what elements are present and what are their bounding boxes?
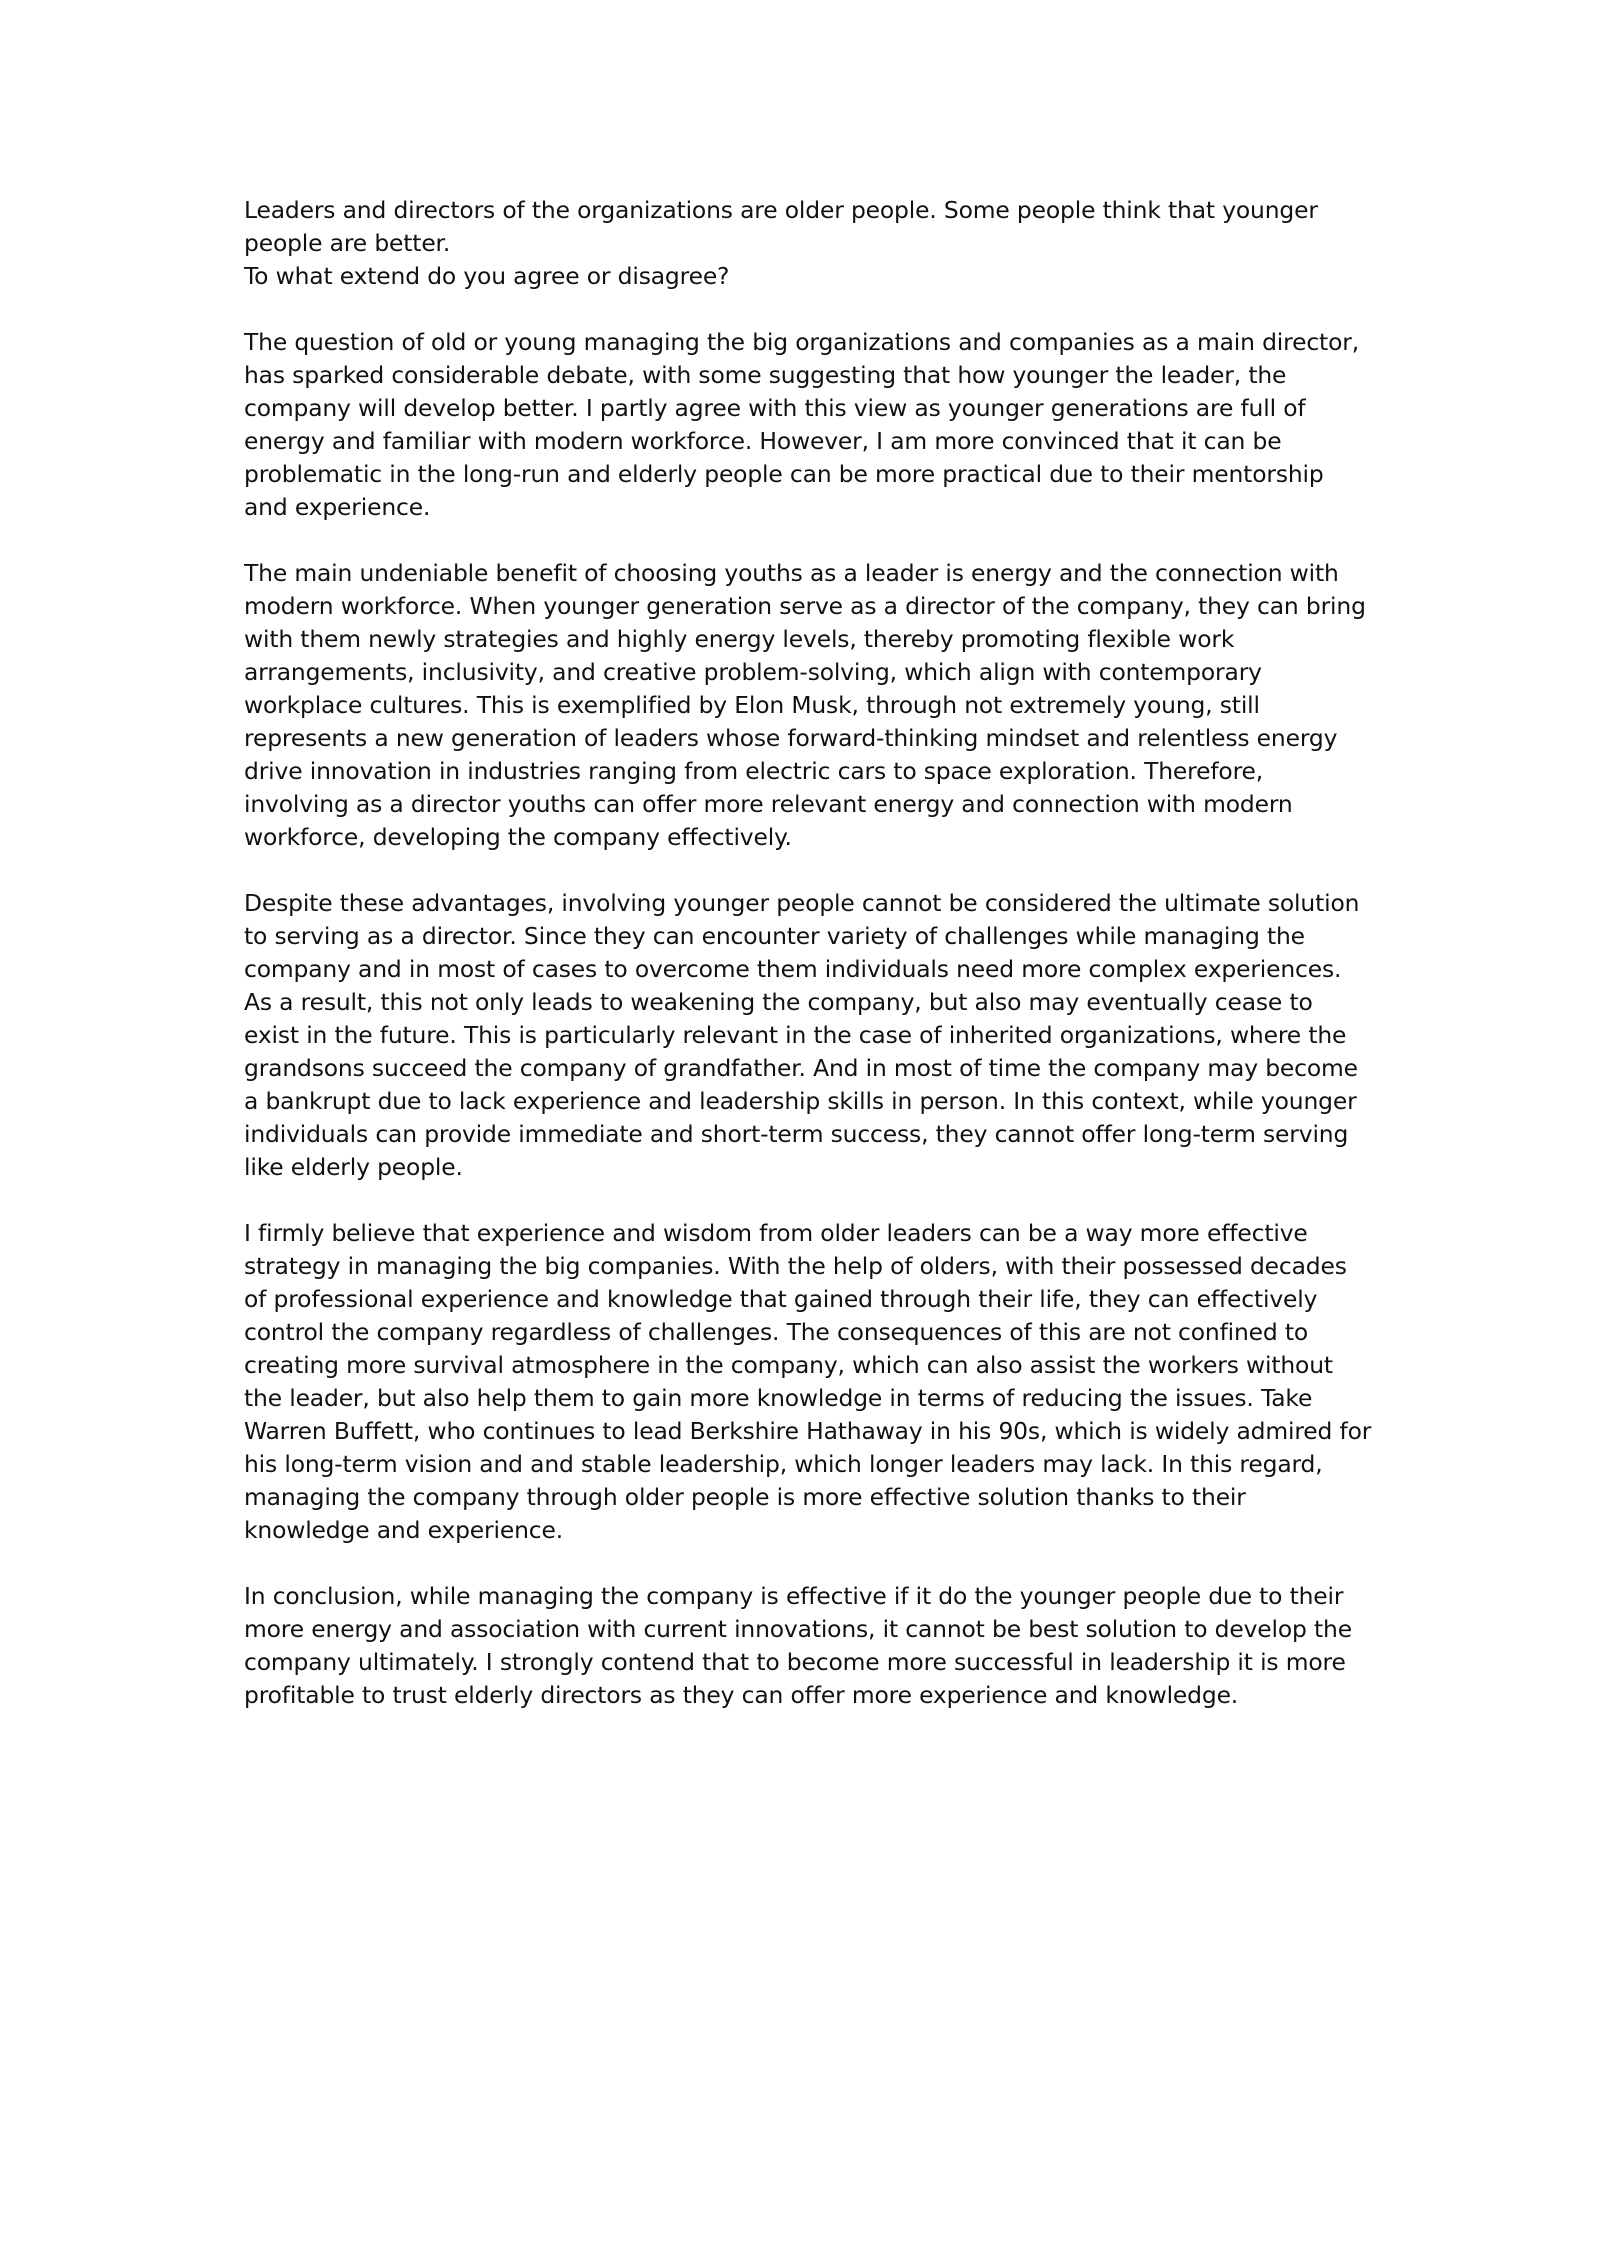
paragraph-introduction: The question of old or young managing the big organizations and companies as a main director, has sparked considerable debate, with some suggesting that how younger the leader, the company will develop better. I partly agree with this view as younger generations are full of energy and familiar with modern workforce. However, I am more convinced that it can be problematic in the long-run and elderly people can be more practical due to their mentorship and experience. xyxy=(244,328,1359,521)
paragraph-body-2: Despite these advantages, involving younger people cannot be considered the ultimate solution to serving as a director. Since they can encounter variety of challenges while managing the company and in most of cases to overcome them individuals need more complex experiences. As a result, this not only leads to weakening the company, but also may eventually cease to exist in the future. This is particularly relevant in the case of inherited organizations, where the grandsons succeed the company of grandfather. And in most of time the company may become a bankrupt due to lack experience and leadership skills in person. In this context, while younger individuals can provide immediate and short-term success, they cannot offer long-term serving like elderly people. xyxy=(244,889,1360,1181)
prompt-question: To what extend do you agree or disagree? xyxy=(244,262,730,290)
document-page xyxy=(244,194,1372,1712)
paragraph-body-1: The main undeniable benefit of choosing youths as a leader is energy and the connection with modern workforce. When younger generation serve as a director of the company, they can bring with them newly strategies and highly energy levels, thereby promoting flexible work arrangements, inclusivity, and creative problem-solving, which align with contemporary workplace cultures. This is exemplified by Elon Musk, through not extremely young, still represents a new generation of leaders whose forward-thinking mindset and relentless energy drive innovation in industries ranging from electric cars to space exploration. Therefore, involving as a director youths can offer more relevant energy and connection with modern workforce, developing the company effectively. xyxy=(244,559,1366,851)
prompt-statement: Leaders and directors of the organizations are older people. Some people think that younger people are better. xyxy=(244,196,1318,257)
paragraph-conclusion: In conclusion, while managing the company is effective if it do the younger people due to their more energy and association with current innovations, it cannot be best solution to develop the company ultimately. I strongly contend that to become more successful in leadership it is more profitable to trust elderly directors as they can offer more experience and knowledge. xyxy=(244,1582,1352,1709)
essay-prompt xyxy=(244,194,1372,293)
paragraph-body-3: I firmly believe that experience and wisdom from older leaders can be a way more effective strategy in managing the big companies. With the help of olders, with their possessed decades of professional experience and knowledge that gained through their life, they can effectively control the company regardless of challenges. The consequences of this are not confined to creating more survival atmosphere in the company, which can also assist the workers without the leader, but also help them to gain more knowledge in terms of reducing the issues. Take Warren Buffett, who continues to lead Berkshire Hathaway in his 90s, which is widely admired for his long-term vision and and stable leadership, which longer leaders may lack. In this regard, managing the company through older people is more effective solution thanks to their knowledge and experience. xyxy=(244,1219,1372,1544)
